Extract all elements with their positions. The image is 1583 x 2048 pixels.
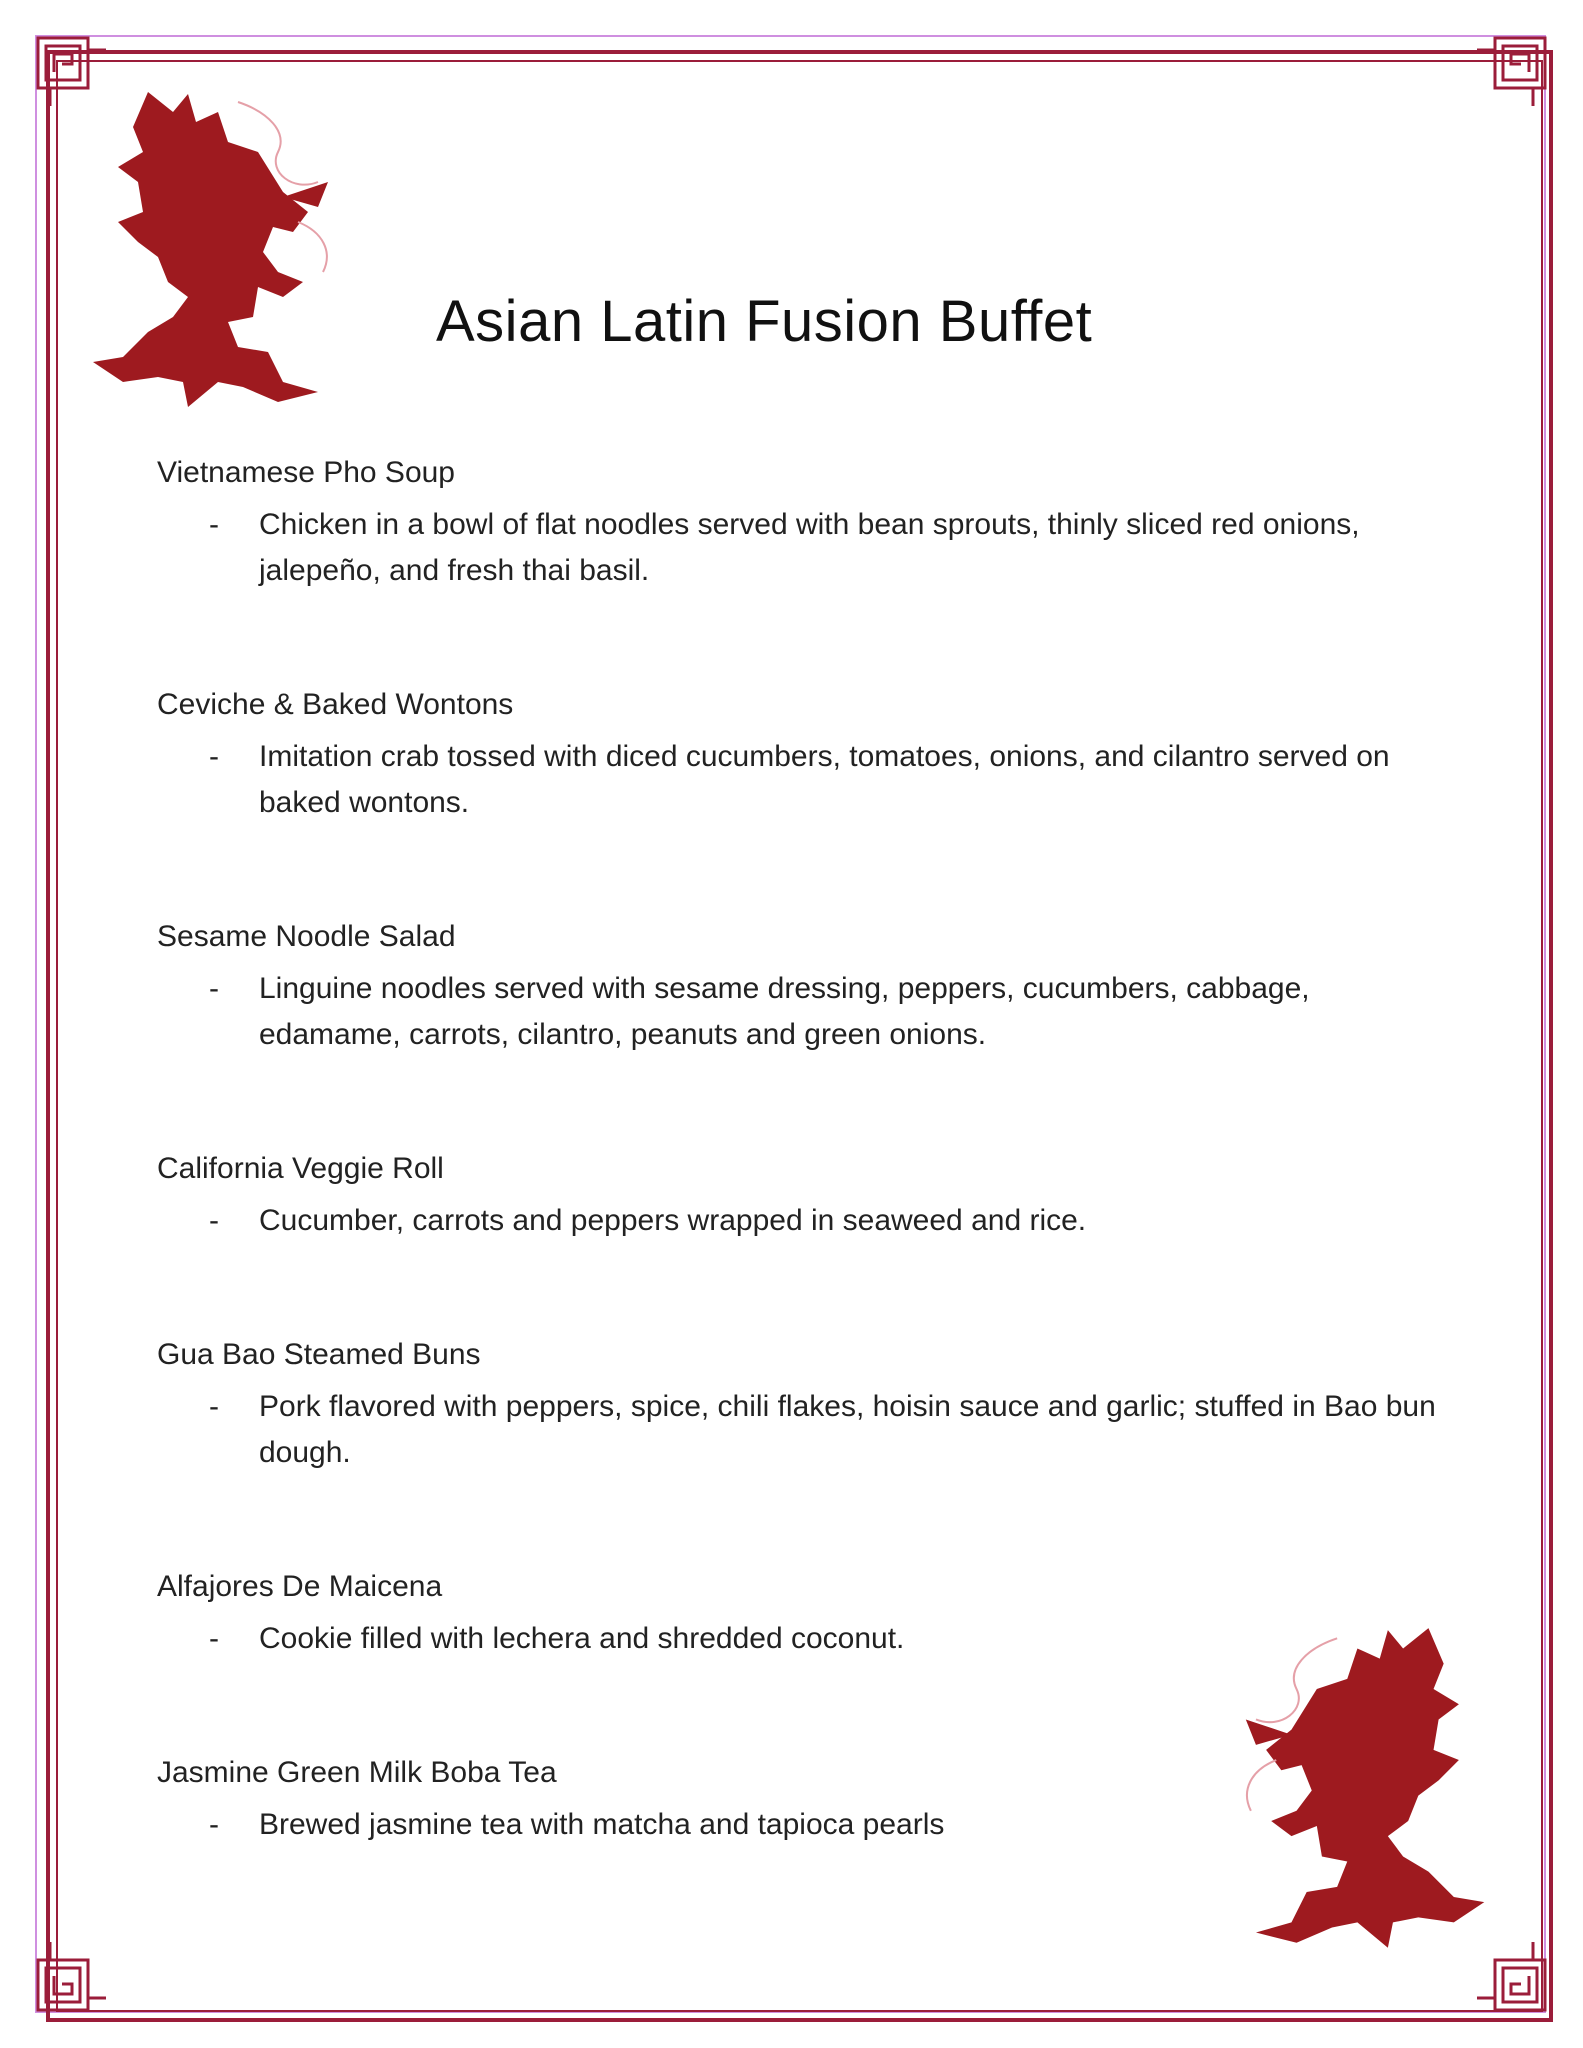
menu-item: [157, 1152, 1457, 1244]
greek-key-corner-icon: [30, 1938, 110, 2018]
menu-item-name: Vietnamese Pho Soup: [157, 456, 455, 489]
menu-item-description-row: [157, 1616, 1459, 1662]
menu-item-name: Gua Bao Steamed Buns: [157, 1338, 481, 1371]
bullet-dash: -: [209, 1808, 219, 1841]
bullet-dash: -: [209, 972, 219, 1005]
menu-item-description-row: [157, 1384, 1459, 1476]
bullet-dash: -: [209, 1390, 219, 1423]
menu-item: [157, 456, 1457, 594]
menu-item-description: Brewed jasmine tea with matcha and tapioca pearls: [259, 1808, 945, 1841]
menu-item-description-row: [157, 502, 1459, 594]
menu-item-name: California Veggie Roll: [157, 1152, 444, 1185]
menu-item-name: Alfajores De Maicena: [157, 1570, 443, 1603]
dragon-icon: [78, 82, 348, 422]
bullet-dash: -: [209, 1622, 219, 1655]
menu-item: [157, 1338, 1457, 1476]
menu-item-description: Chicken in a bowl of flat noodles served with bean sprouts, thinly sliced red onions, jalepeño, and fresh thai basil.: [259, 508, 1360, 587]
menu-item-description: Pork flavored with peppers, spice, chili flakes, hoisin sauce and garlic; stuffed in Bao bun dough.: [259, 1390, 1436, 1469]
menu-item-description-row: [157, 1802, 1459, 1848]
page-title: Asian Latin Fusion Buffet: [436, 289, 1093, 354]
menu-item: [157, 1756, 1457, 1848]
bullet-dash: -: [209, 508, 219, 541]
greek-key-corner-icon: [1473, 30, 1553, 110]
menu-item-description: Imitation crab tossed with diced cucumbers, tomatoes, onions, and cilantro served on baked wontons.: [259, 740, 1390, 819]
menu-item: [157, 688, 1457, 826]
menu-item: [157, 920, 1457, 1058]
menu-item-description-row: [157, 966, 1459, 1058]
bullet-dash: -: [209, 740, 219, 773]
menu-item-description-row: [157, 734, 1459, 826]
menu-item-name: Jasmine Green Milk Boba Tea: [157, 1756, 557, 1789]
menu-item-description: Linguine noodles served with sesame dressing, peppers, cucumbers, cabbage, edamame, carrots, cilantro, peanuts and green onions.: [259, 972, 1310, 1051]
menu-item-name: Ceviche & Baked Wontons: [157, 688, 514, 721]
menu-item-name: Sesame Noodle Salad: [157, 920, 456, 953]
menu-item-description: Cookie filled with lechera and shredded coconut.: [259, 1622, 905, 1655]
menu-item: [157, 1570, 1457, 1662]
menu-item-description: Cucumber, carrots and peppers wrapped in seaweed and rice.: [259, 1204, 1087, 1237]
menu-item-description-row: [157, 1198, 1459, 1244]
bullet-dash: -: [209, 1204, 219, 1237]
